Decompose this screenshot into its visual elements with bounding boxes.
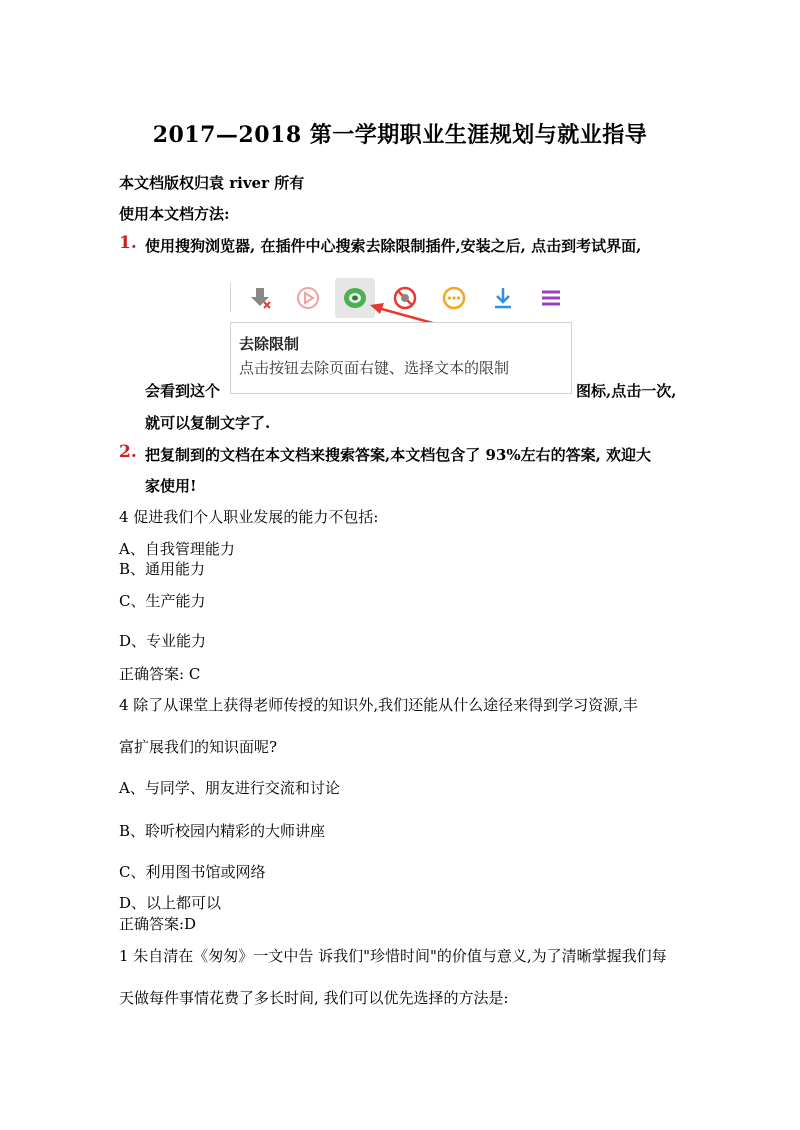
tooltip-description: 点击按钮去除页面右键、选择文本的限制 [239, 359, 510, 377]
copyright-notice: 本文档版权归袁 river 所有 [119, 174, 305, 192]
step-text: 图标,点击一次, [576, 382, 677, 400]
option-d: D、专业能力 [119, 632, 207, 650]
usage-heading: 使用本文档方法: [119, 205, 230, 223]
correct-answer: 正确答案: C [119, 665, 201, 683]
option-a: A、自我管理能力 [119, 540, 235, 558]
step-number: 1. [119, 233, 137, 253]
step-text: 家使用! [145, 477, 197, 495]
option-b: B、聆听校园内精彩的大师讲座 [119, 822, 326, 840]
plugin-screenshot [230, 274, 572, 394]
step-text: 使用搜狗浏览器, 在插件中心搜索去除限制插件,安装之后, 点击到考试界面, [145, 237, 642, 255]
question-text: 天做每件事情花费了多长时间, 我们可以优先选择的方法是: [119, 989, 509, 1007]
question-text: 富扩展我们的知识面呢? [119, 738, 278, 756]
step-text: 就可以复制文字了. [145, 414, 271, 432]
page-title: 2017—2018 第一学期职业生涯规划与就业指导 [152, 122, 648, 148]
option-c: C、利用图书馆或网络 [119, 863, 266, 881]
step-number: 2. [119, 442, 137, 462]
step-text: 把复制到的文档在本文档来搜索答案,本文档包含了 93%左右的答案, 欢迎大 [145, 446, 652, 464]
option-c: C、生产能力 [119, 592, 206, 610]
question-text: 4 除了从课堂上获得老师传授的知识外,我们还能从什么途径来得到学习资源,丰 [119, 696, 638, 714]
option-d: D、以上都可以 [119, 894, 222, 912]
tooltip-title: 去除限制 [239, 335, 300, 353]
question-text: 1 朱自清在《匆匆》一文中告 诉我们"珍惜时间"的价值与意义,为了清晰掌握我们每 [119, 947, 667, 965]
step-text: 会看到这个 [145, 382, 221, 400]
correct-answer: 正确答案:D [119, 915, 197, 933]
option-a: A、与同学、朋友进行交流和讨论 [119, 779, 340, 797]
question-text: 4 促进我们个人职业发展的能力不包括: [119, 508, 379, 526]
option-b: B、通用能力 [119, 560, 206, 578]
plugin-tooltip [230, 322, 572, 394]
